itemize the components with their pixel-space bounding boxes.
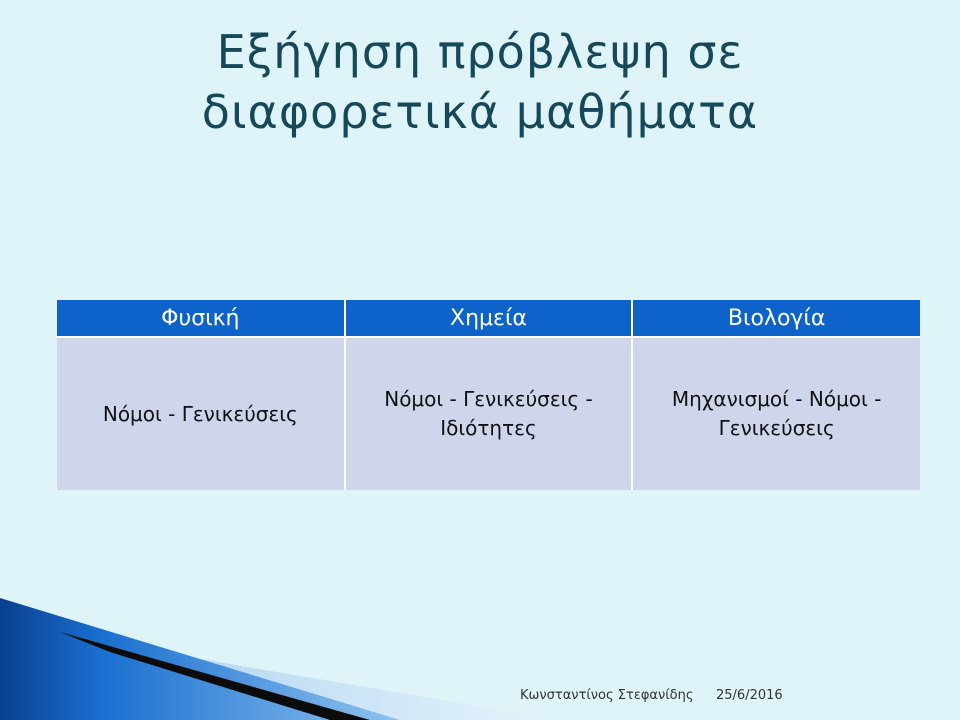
corner-swoosh-decoration bbox=[0, 560, 960, 720]
swoosh-blue bbox=[0, 598, 400, 720]
slide-title-line-1: Εξήγηση πρόβλεψη σε bbox=[216, 25, 744, 79]
header-biology: Βιολογία bbox=[632, 300, 920, 337]
table-row bbox=[57, 337, 920, 490]
footer-author: Κωνσταντίνος Στεφανίδης bbox=[520, 688, 694, 703]
header-physics: Φυσική bbox=[57, 300, 345, 337]
slide-title-line-2: διαφορετικά μαθήματα bbox=[201, 85, 759, 139]
footer-date: 25/6/2016 bbox=[716, 688, 783, 703]
cell-chemistry: Νόμοι - Γενικεύσεις - Ιδιότητες bbox=[345, 337, 633, 490]
header-chemistry: Χημεία bbox=[345, 300, 633, 337]
table-header-row bbox=[57, 300, 920, 337]
slide-title bbox=[130, 22, 830, 142]
subjects-table bbox=[57, 300, 920, 490]
cell-physics: Νόμοι - Γενικεύσεις bbox=[57, 337, 345, 490]
cell-biology: Μηχανισμοί - Νόμοι - Γενικεύσεις bbox=[632, 337, 920, 490]
